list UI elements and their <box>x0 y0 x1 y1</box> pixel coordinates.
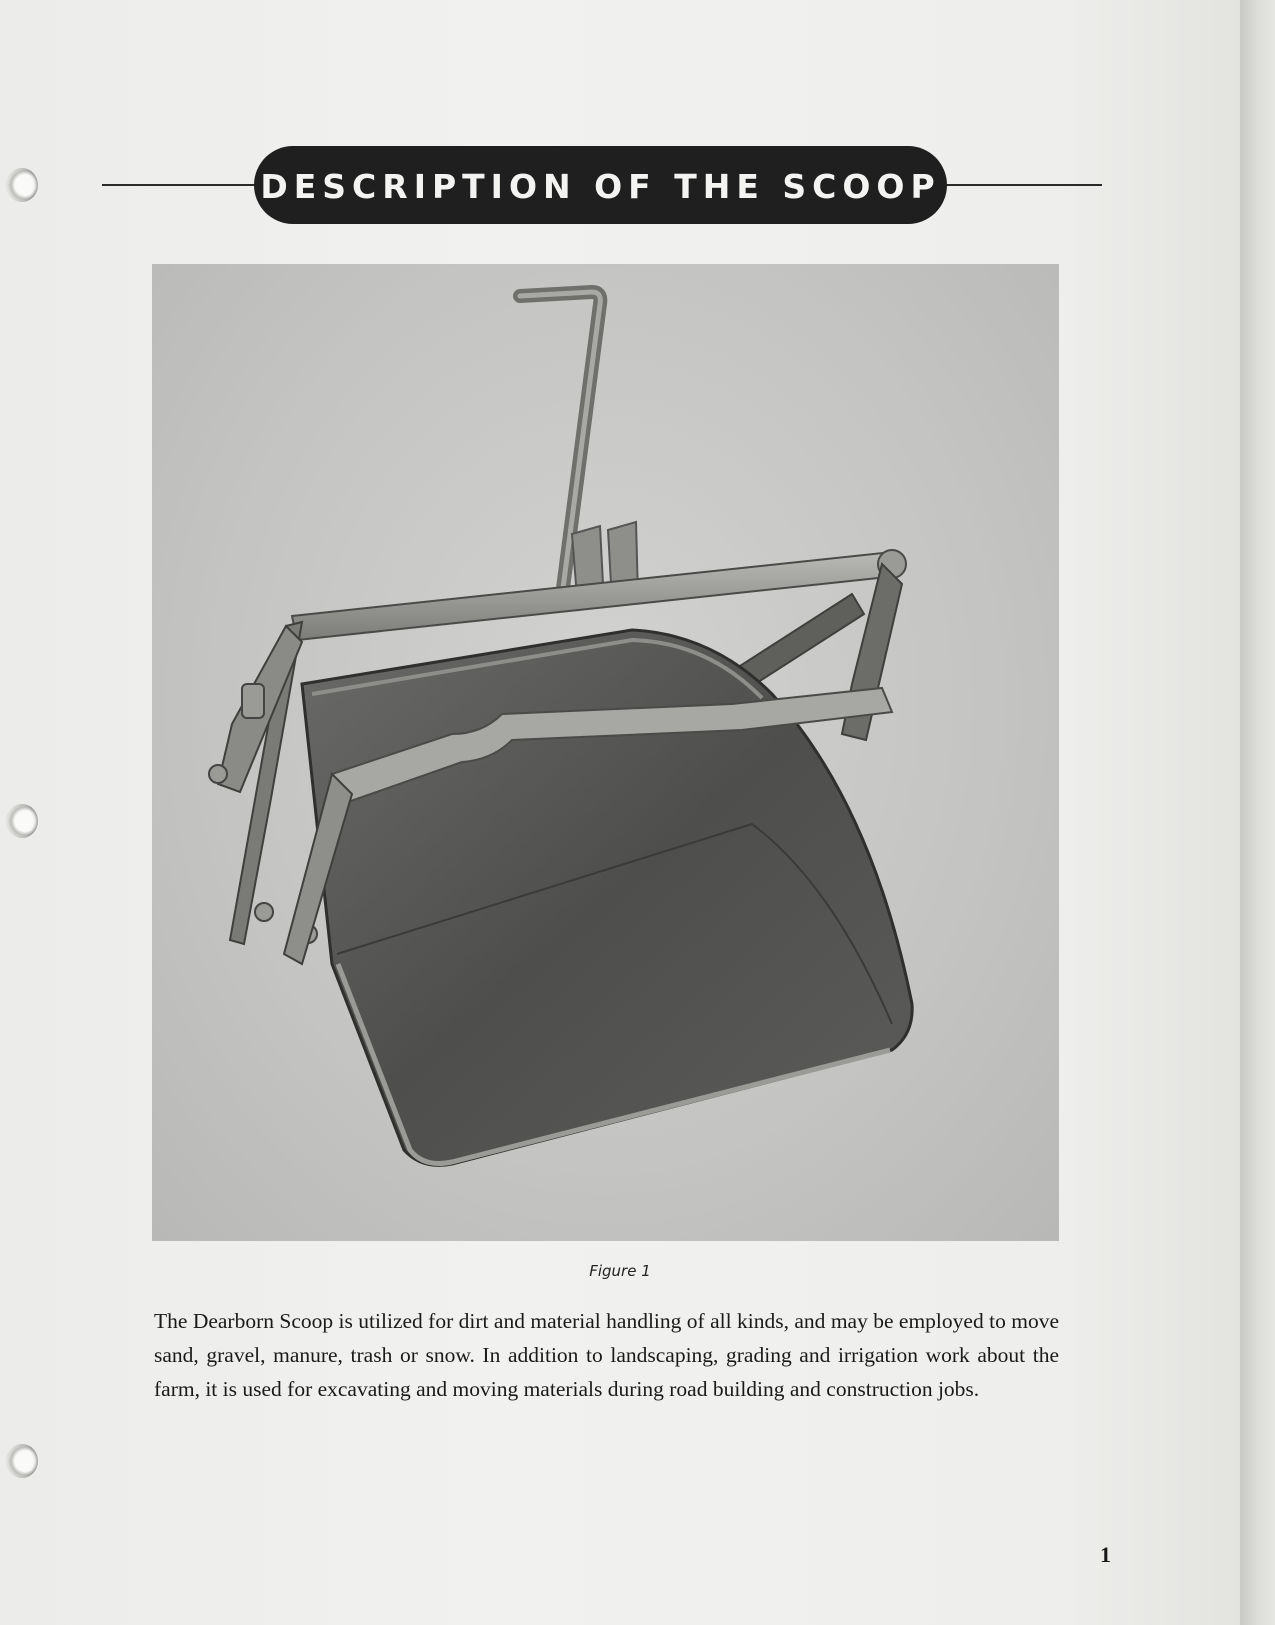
page-number: 1 <box>1100 1542 1111 1567</box>
description-paragraph: The Dearborn Scoop is utilized for dirt and material handling of all kinds, and may be employed to move sand, gravel, manure, trash or snow. In addition to landscaping, grading and irrigation work about the farm, it is used for excavating and moving materials during road building and construction jobs. <box>154 1309 1059 1401</box>
punch-hole-top <box>6 168 38 202</box>
page-edge <box>1240 0 1275 1625</box>
header-rule-right <box>938 184 1102 186</box>
scoop-photo <box>152 264 1059 1241</box>
punch-hole-bottom <box>6 1444 38 1478</box>
figure-caption: Figure 1 <box>589 1262 651 1280</box>
header-rule-left <box>102 184 262 186</box>
page-title: DESCRIPTION OF THE SCOOP <box>254 146 947 224</box>
punch-hole-middle <box>6 804 38 838</box>
scoop-illustration <box>152 264 1059 1241</box>
